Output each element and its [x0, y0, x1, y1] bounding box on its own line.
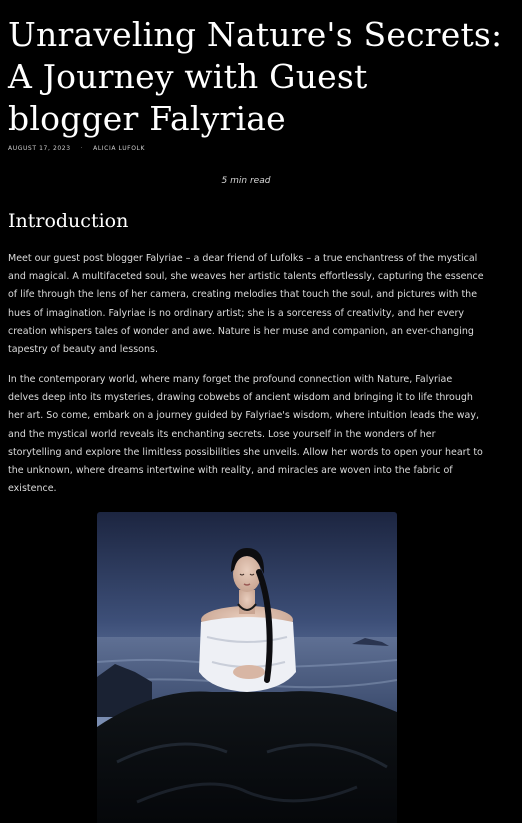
post-meta	[8, 145, 145, 152]
section-heading: Introduction	[8, 210, 129, 232]
article-photo[interactable]	[97, 512, 397, 823]
paragraph-journey: In the contemporary world, where many forget the profound connection with Nature, Falyriae delves deep into its mysteries, drawing cobwebs of ancient wisdom and bringing it to life through her art. So come, embark on a journey guided by Falyriae's wisdom, where intuition leads the way, and the mystical world reveals its enchanting secrets. Lose yourself in the wonders of her storytelling and explore the limitless possibilities she unveils. Allow her words to open your heart to the unknown, where dreams intertwine with reality, and miracles are woven into the fabric of existence.	[8, 374, 483, 495]
read-time: 5 min read	[221, 176, 271, 186]
post-date[interactable]: AUGUST 17, 2023	[8, 145, 71, 152]
post-author[interactable]: ALICIA LUFOLK	[93, 145, 146, 152]
meta-separator: ·	[80, 145, 84, 152]
paragraph-intro: Meet our guest post blogger Falyriae – a dear friend of Lufolks – a true enchantress of the mystical and magical. A multifaceted soul, she weaves her artistic talents effortlessly, capturing the essence of life through the lens of her camera, creating melodies that touch the soul, and pictures with the hues of imagination. Falyriae is no ordinary artist; she is a sorceress of creativity, and her every creation whispers tales of wonder and awe. Nature is her muse and companion, an ever-changing tapestry of beauty and lessons.	[8, 253, 484, 356]
post-title: Unraveling Nature's Secrets: A Journey with Guest blogger Falyriae	[8, 15, 503, 138]
